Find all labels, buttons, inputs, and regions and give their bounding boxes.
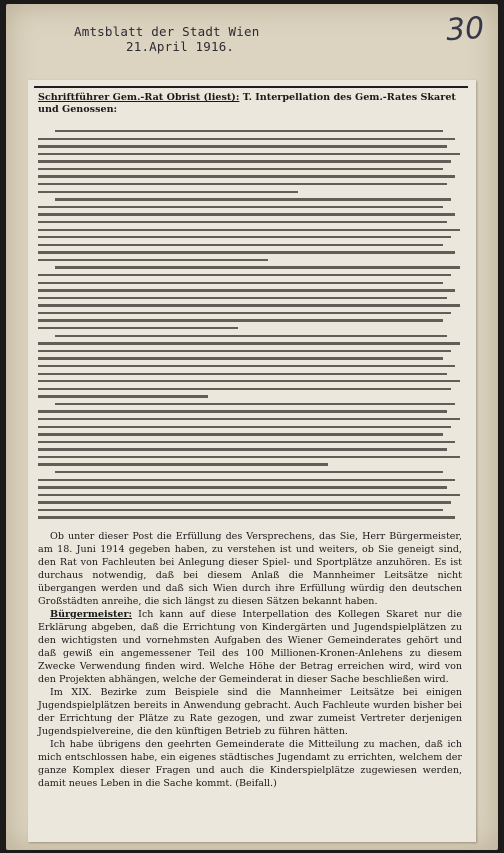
small-print-line [38, 441, 455, 443]
small-print-line [38, 259, 268, 261]
small-print-line [38, 373, 447, 375]
small-print-line [38, 426, 451, 428]
small-print-line [55, 198, 451, 200]
small-print-line [38, 388, 451, 390]
newspaper-clipping [28, 80, 476, 842]
small-print-line [38, 509, 443, 511]
small-print-line [38, 486, 447, 488]
small-print-line [38, 380, 460, 382]
small-print-line [38, 448, 447, 450]
small-print-line [38, 229, 460, 231]
small-print-line [38, 456, 460, 458]
small-print-line [38, 282, 443, 284]
large-print-block [38, 530, 462, 790]
small-print-block [38, 130, 464, 528]
small-print-line [38, 516, 455, 518]
small-print-line [38, 168, 443, 170]
folio-number: 30 [444, 10, 486, 49]
small-print-line [38, 153, 460, 155]
small-print-line [38, 433, 443, 435]
small-print-line [38, 463, 328, 465]
small-print-line [38, 501, 451, 503]
small-print-line [55, 266, 460, 268]
small-print-line [38, 327, 238, 329]
small-print-line [38, 213, 455, 215]
mayor-label: Bürgermeister: [50, 609, 133, 620]
paragraph-district: Im XIX. Bezirke zum Beispiele sind die Mannheimer Leitsätze bei einigen Jugendspielplätzen bereits in Anwendung gebracht. Auch Fachleute wurden bisher bei der Errichtung der Plätze zu Rate gezogen, und zwar zumeist Vertreter derjenigen Jugendspielvereine, die den künftigen Betrieb zu führen hätten. [38, 687, 462, 737]
small-print-line [38, 410, 447, 412]
small-print-line [38, 297, 447, 299]
small-print-line [38, 191, 298, 193]
small-print-line [38, 350, 451, 352]
small-print-line [38, 138, 455, 140]
interpellation-title: T. Interpellation des Gem.-Rates Skaret und Genossen: [38, 92, 456, 115]
small-print-line [55, 130, 443, 132]
small-print-line [38, 342, 460, 344]
small-print-line [38, 145, 447, 147]
small-print-line [55, 403, 455, 405]
paragraph-jugendamt: Ich habe übrigens den geehrten Gemeinderate die Mitteilung zu machen, daß ich mich entschlossen habe, ein eigenes städtisches Jugendamt zu errichten, welchem der ganze Komplex dieser Fragen und auch die Kinderspielplätze zugewiesen werden, damit neues Leben in die Sache kommt. (Beifall.) [38, 739, 462, 789]
small-print-line [38, 236, 451, 238]
small-print-line [38, 319, 443, 321]
paragraph-mayor [38, 608, 462, 686]
small-print-line [38, 365, 455, 367]
small-print-line [38, 244, 443, 246]
clipping-body [34, 86, 468, 836]
header-source: Amtsblatt der Stadt Wien [74, 24, 260, 39]
small-print-line [38, 175, 455, 177]
small-print-line [38, 274, 451, 276]
small-print-line [38, 160, 451, 162]
small-print-line [55, 335, 447, 337]
archive-sheet [6, 4, 498, 850]
small-print-line [38, 479, 455, 481]
paragraph-question: Ob unter dieser Post die Erfüllung des Versprechens, das Sie, Herr Bürgermeister, am 18. Juni 1914 gegeben haben, zu verstehen ist und weiters, ob Sie geneigt sind, den Rat von Fachleuten bei Anlegung dieser Spiel- und Sportplätze anzuhören. Es ist durchaus notwendig, daß bei diesem Anlaß die Mannheimer Leitsätze nicht übergangen werden und daß sich Wien durch ihre Erfüllung würdig den deutschen Großstädten anreihe, die sich längst zu diesen Sätzen bekannt haben. [38, 531, 462, 607]
small-print-line [38, 395, 208, 397]
header-date: 21.April 1916. [126, 39, 235, 54]
speaker-heading [38, 92, 464, 116]
small-print-line [38, 221, 447, 223]
small-print-line [55, 471, 443, 473]
typed-header [74, 24, 259, 54]
small-print-line [38, 289, 455, 291]
small-print-line [38, 304, 460, 306]
top-rule [34, 86, 468, 88]
small-print-line [38, 183, 447, 185]
small-print-line [38, 206, 443, 208]
small-print-line [38, 494, 460, 496]
speaker-title: Schriftführer Gem.-Rat Obrist (liest): [38, 92, 240, 103]
small-print-line [38, 418, 460, 420]
small-print-line [38, 251, 455, 253]
small-print-line [38, 357, 443, 359]
mayor-reply: Ich kann auf diese Interpellation des Kollegen Skaret nur die Erklärung abgeben, daß die Errichtung von Kindergärten und Jugendspielplätzen zu den wichtigsten und vornehmsten Aufgaben des Wiener Gemeinderates gehört und daß gewiß ein angemessener Teil des 100 Millionen-Kronen-Anlehens zu diesem Zwecke Verwendung finden wird. Welche Höhe der Betrag erreichen wird, wird von den Projekten abhängen, welche der Gemeinderat in dieser Sache beschließen wird. [38, 609, 462, 685]
small-print-line [38, 312, 451, 314]
